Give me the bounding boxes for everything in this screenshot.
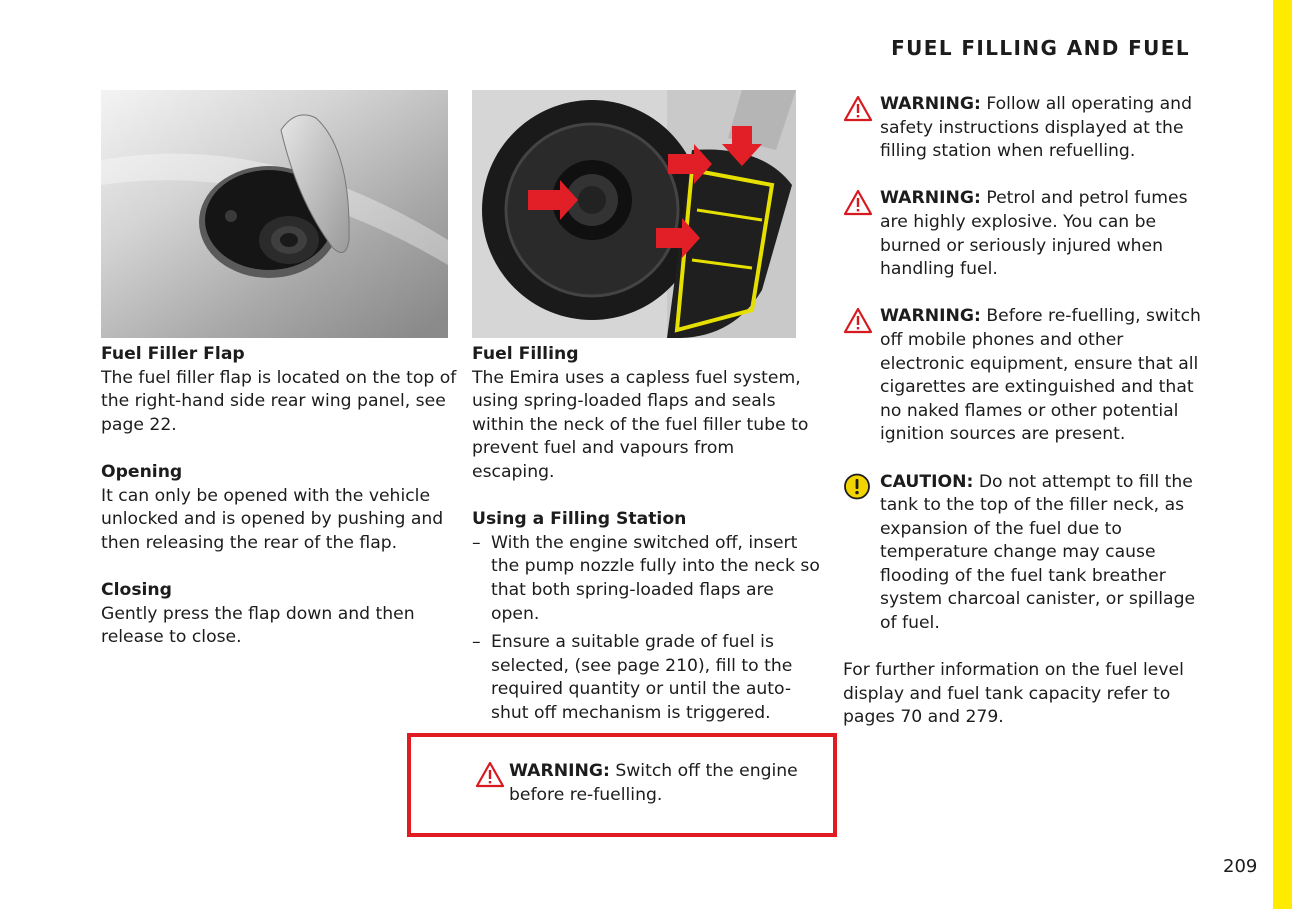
warning-notice — [843, 187, 1203, 281]
boxed-warning — [475, 760, 839, 807]
warning-notice — [843, 305, 1203, 447]
caution-label: CAUTION: — [880, 471, 974, 492]
warning-triangle-icon — [843, 189, 873, 216]
caution-notice — [843, 471, 1203, 636]
warning-text: Before re-fuelling, switch off mobile phones and other electronic equipment, ensure that all cigarettes are extinguished and that no naked flames or other potential ignition sources are present. — [880, 306, 1201, 445]
warning-label: WARNING: — [880, 306, 981, 327]
fuel-filler-flap-illustration — [101, 90, 448, 338]
fuel-filling-heading: Fuel Filling — [472, 344, 579, 364]
opening-text: It can only be opened with the vehicle unlocked and is opened by pushing and then releasing the rear of the flap. — [101, 485, 444, 553]
page-edge-accent-bar — [1273, 0, 1292, 909]
filling-station-steps — [472, 532, 820, 726]
capless-fuel-system-illustration — [472, 90, 796, 338]
fuel-filler-flap-heading: Fuel Filler Flap — [101, 344, 245, 364]
page-number: 209 — [1223, 856, 1258, 877]
fuel-filling-text: The Emira uses a capless fuel system, using spring-loaded flaps and seals within the neck of the fuel filler tube to prevent fuel and vapours from escaping. — [472, 367, 809, 482]
right-column — [843, 93, 1203, 754]
warning-label: WARNING: — [880, 188, 981, 209]
caution-circle-icon — [843, 473, 873, 500]
boxed-warning-label: WARNING: — [509, 761, 610, 781]
closing-text: Gently press the flap down and then release to close. — [101, 603, 415, 648]
list-item: – With the engine switched off, insert the pump nozzle fully into the neck so that both spring-loaded flaps are open. — [472, 532, 820, 626]
filling-station-heading: Using a Filling Station — [472, 509, 687, 530]
closing-heading: Closing — [101, 579, 172, 600]
warning-triangle-icon — [475, 761, 505, 788]
warning-triangle-icon — [843, 95, 873, 122]
left-column — [101, 343, 461, 673]
warning-triangle-icon — [843, 307, 873, 334]
section-title: FUEL FILLING AND FUEL — [891, 36, 1190, 60]
list-item: – Ensure a suitable grade of fuel is selected, (see page 210), fill to the required quantity or until the auto-shut off mechanism is triggered. — [472, 631, 820, 725]
caution-text: Do not attempt to fill the tank to the top of the filler neck, as expansion of the fuel due to temperature change may cause flooding of the fuel tank breather system charcoal canister, or spillage of fuel. — [880, 471, 1196, 634]
warning-label: WARNING: — [880, 94, 981, 114]
warning-text: Petrol and petrol fumes are highly explosive. You can be burned or seriously injured when handling fuel. — [880, 188, 1188, 280]
warning-text: Follow all operating and safety instructions displayed at the filling station when refuelling. — [880, 94, 1192, 162]
warning-notice — [843, 93, 1203, 164]
fuel-filler-flap-text: The fuel filler flap is located on the top of the right-hand side rear wing panel, see page 22. — [101, 367, 457, 435]
further-information-text: For further information on the fuel level display and fuel tank capacity refer to pages 70 and 279. — [843, 660, 1184, 728]
boxed-warning-text: Switch off the engine before re-fuelling. — [509, 761, 798, 805]
opening-heading: Opening — [101, 461, 183, 482]
middle-column — [472, 343, 820, 731]
